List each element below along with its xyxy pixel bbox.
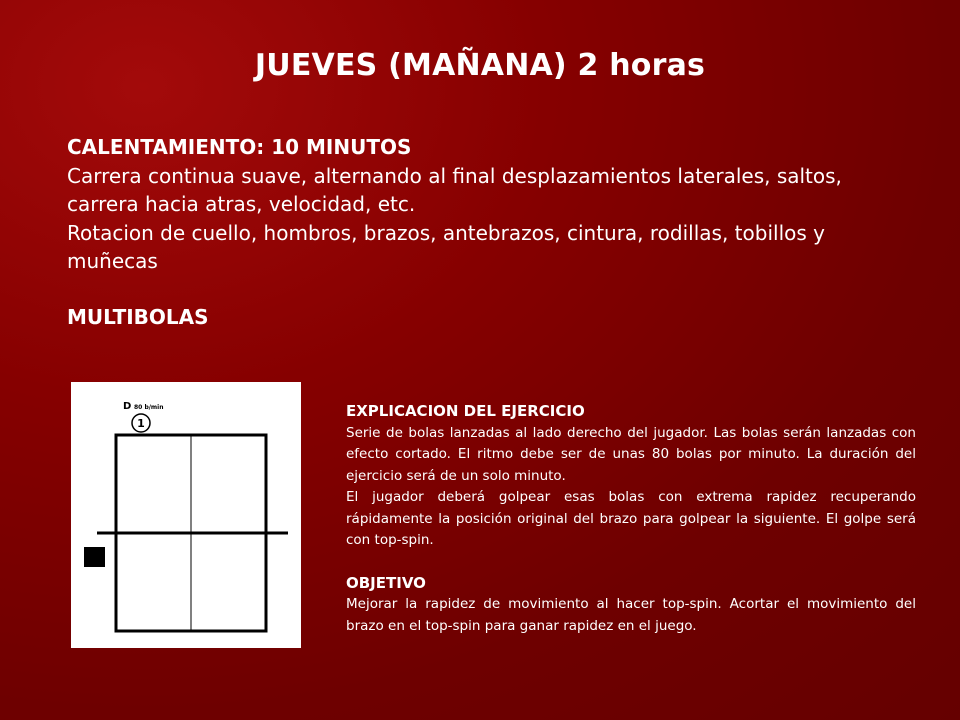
server-label: D [123, 401, 132, 412]
table-diagram-svg [71, 382, 301, 648]
spacer [346, 552, 916, 573]
warmup-rotation-text: Rotacion de cuello, hombros, brazos, antebrazos, cintura, rodillas, tobillos y muñecas [67, 220, 825, 273]
slide-title: JUEVES (MAÑANA) 2 horas [254, 48, 706, 83]
explanation-paragraph-1: Serie de bolas lanzadas al lado derecho del jugador. Las bolas serán lanzadas con efecto cortado. El ritmo debe ser de unas 80 bolas por minuto. La duración del ejercicio será de un solo minuto. [346, 424, 916, 484]
warmup-section [67, 133, 907, 276]
player-marker [84, 547, 105, 567]
explanation-section [346, 401, 916, 637]
ball-number: 1 [137, 417, 145, 430]
explanation-heading: EXPLICACION DEL EJERCICIO [346, 402, 585, 420]
objective-text: Mejorar la rapidez de movimiento al hacer top-spin. Acortar el movimiento del brazo en el top-spin para ganar rapidez en el juego. [346, 596, 916, 634]
warmup-heading: CALENTAMIENTO: 10 MINUTOS [67, 135, 412, 159]
objective-heading: OBJETIVO [346, 573, 426, 592]
rate-label: 80 b/min [134, 404, 164, 411]
section-title: MULTIBOLAS [67, 305, 209, 329]
table-diagram [71, 382, 301, 648]
explanation-paragraph-2: El jugador deberá golpear esas bolas con extrema rapidez recuperando rápidamente la posición original del brazo para golpear la siguiente. El golpe será con top-spin. [346, 489, 916, 548]
warmup-running-text: Carrera continua suave, alternando al final desplazamientos laterales, saltos, carrera hacia atras, velocidad, etc. [67, 163, 842, 216]
